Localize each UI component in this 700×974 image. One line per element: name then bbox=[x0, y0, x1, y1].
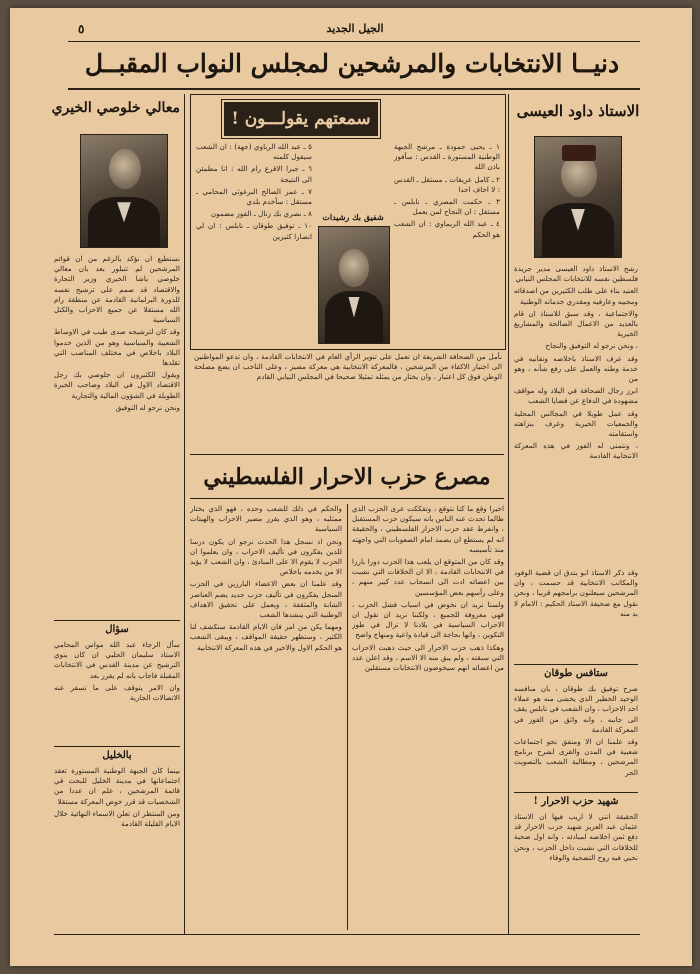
article-column-right: اخيرا وقع ما كنا نتوقع ، وتفككت عرى الحزب الذي طالما تحدث عنه الناس بانه سيكون حزب المستقبل ، وانفرط عقد حزب الاحرار الفلسطيني ، والحقيقة انه لم يستطع ان يصمد امام الصعوبات التي واجهته منذ تأسيسه وقد كان من المتوقع ان يلعب هذا الحزب دورا بارزا في الانتخابات القادمة ، الا ان الخلافات التي نشبت بين اعضائه ادت الى انسحاب عدد كبير منهم ، وعلى رأسهم بعض المؤسسين ولسنا نريد ان نخوض في اسباب فشل الحزب ، فهي معروفة للجميع ، ولكننا نريد ان نقول ان الاحزاب السياسية في بلادنا لا تزال في طور التكوين ، وانها بحاجة الى قيادة واعية ومنهاج واضح وهكذا ذهب حزب الاحرار الى حيث ذهبت الاحزاب التي سبقته ، ولم يبق منه الا الاسم ، وقد اعلن عدد من اعضائه انهم سيخوضون الانتخابات مستقلين bbox=[352, 504, 504, 673]
shafiq-caption: شفيق بك رشيدات bbox=[322, 212, 384, 222]
quotes-banner: سمعتهم يقولـــون ! bbox=[224, 102, 378, 136]
right-section-text: صرح توفيق بك طوقان ، بان منافسه الوحيد الخطير الذي يخشى منه هو عملاء احد الاحزاب ، وان الشعب في نابلس يقف الى جانبه ، وانه واثق من الفوز في المعركة القادمة وقد علمنا ان الا ومنفق نحو اجتماعات شعبية في المدن والقرى لشرح برنامج المرشحين ، ومطالبة الشعب بالتصويت الحر bbox=[514, 684, 638, 777]
paper-name: الجيل الجديد bbox=[326, 22, 384, 35]
right-box-title: شهيد حزب الاحرار ! bbox=[533, 796, 619, 807]
khulousi-alkhairi-photo bbox=[80, 134, 168, 248]
article-column-divider bbox=[347, 504, 348, 930]
article-headline-rule bbox=[190, 498, 504, 499]
quotes-list-left: ٥ ـ عبد الله الرباوي (جهة) : ان الشعب سيقول كلمته ٦ ـ جبرا الاقرع رام الله : انا مطمئن الى النتيجة ٧ ـ عمر الصالح البرغوثي المحامي ـ مستقل : سأخدم بلدي ٨ ـ نصري بك زنال ـ الفوز مضمون ١٠ ـ توفيق طوقان ـ نابلس : ان لي انصارا كثيرين bbox=[196, 142, 312, 241]
left-profile-name: معالي خلوصي الخيري bbox=[51, 100, 180, 116]
main-headline: دنيــا الانتخابات والمرشحين لمجلس النواب المقبــل bbox=[84, 49, 620, 78]
masthead-rule bbox=[68, 41, 640, 42]
right-lower-text: وقد ذكر الاستاذ ابو بندق ان قضية الوفود والمكاتب الانتخابية قد حسمت ، وان المرشحين سيعلنون برامجهم قريبا ، ونحن نقول مع صحيفة الاستاذ الحكيم : الامام لا بد منه bbox=[514, 568, 638, 618]
right-profile-name: الاستاذ داود العيسى bbox=[516, 102, 640, 120]
question-title: سؤال bbox=[105, 624, 129, 635]
headline-rule bbox=[68, 88, 640, 90]
page-number: ٥ bbox=[78, 22, 85, 36]
right-section-rule bbox=[514, 664, 638, 665]
page-bottom-rule bbox=[54, 934, 640, 935]
quotes-note: نأمل من الصحافة الشريفة ان تعمل على تنوير الرأي العام في الانتخابات القادمة ، وان تدعو المواطنين الى اختيار الاكفاء من المرشحين ، فالمعركة الانتخابية هي معركة مصير ، وعلى الناخب ان يضع مصلحة الوطن فوق كل اعتبار ، وان يختار من يمثله تمثيلا صحيحا في المجلس النيابي القادم bbox=[194, 352, 502, 382]
shafiq-rashidat-photo bbox=[318, 226, 390, 344]
daoud-aleissa-photo bbox=[534, 136, 622, 258]
right-profile-text: رشح الاستاذ داود العيسى مدير جريدة فلسطين نفسه للانتخابات المجلس النيابي العتيد بناء على طلب الكثيرين من اصدقائه ومحبيه وعارفيه ومقدري خدماته الوطنية والاجتماعية ، وقد سبق للاستاذ ان قام بالعديد من الاعمال الصالحة والمشاريع الخيرية ، ونحن نرجو له التوفيق والنجاح وقد عرف الاستاذ باخلاصه وتفانيه في خدمة وطنه والعمل على رفع شأنه ، وهو من ابرز رجال الصحافة في البلاد وله مواقف مشهودة في الدفاع عن قضايا الشعب وقد عمل طويلا في المجالس المحلية والجمعيات الخيرية وعرف بنزاهته واستقامته ، ونتمنى له الفوز في هذه المعركة الانتخابية القادمة bbox=[514, 264, 638, 461]
right-column-divider bbox=[508, 94, 509, 934]
question-text: سأل الرجاء عبد الله مواس المحامي الاستاذ سليمان الحلبي ان كان ينوي الترشيح عن مدينة القدس في الانتخابات المقبلة فاجاب بانه لم يقرر بعد وان الامر يتوقف على ما تسفر عنه الاتصالات الجارية bbox=[54, 640, 180, 703]
candidates-title: بالخليل bbox=[102, 750, 132, 761]
right-section-title: ستافس طوقان bbox=[544, 668, 608, 679]
left-column-divider bbox=[184, 94, 185, 934]
left-question-rule bbox=[54, 620, 180, 621]
right-box-text: الحقيقة انني لا اريب فيها ان الاستاذ عثمان عبد العزيز شهيد حزب الاحرار قد دفع ثمن اخلاصه لمبادئه ، وانه اول ضحية للخلافات التي نشبت داخل الحزب ، ونحن نحيي فيه روح التضحية والوفاء bbox=[514, 812, 638, 862]
article-top-rule bbox=[190, 454, 504, 455]
article-headline: مصرع حزب الاحرار الفلسطيني bbox=[203, 464, 491, 490]
newspaper-page bbox=[10, 8, 692, 966]
right-box-rule bbox=[514, 792, 638, 793]
quotes-list-right: ١ ـ يحيى حمودة ـ مرشح الجبهة الوطنية المستورة ـ القدس : سأفوز باذن الله ٢ ـ كامل عريقات ـ مستقل ـ القدس : لا اخاف احدا ٣ ـ حكمت المصري ـ نابلس ـ مستقل : ان النجاح لمن يعمل ٤ ـ عبد الله الريماوي : ان الشعب هو الحكم bbox=[394, 142, 500, 239]
candidates-text: بينما كان الجبهة الوطنية المستورة تعقد اجتماعاتها في مدينة الخليل للبحث في قائمة المرشحين ، علم ان عددا من الشخصيات قد قرر خوض المعركة مستقلا ومن المنتظر ان تعلن الاسماء النهائية خلال الايام القليلة القادمة bbox=[54, 766, 180, 829]
article-column-left: والحكم في ذلك للشعب وحده ، فهو الذي يختار ممثليه ، وهو الذي يقرر مصير الاحزاب والهيئات السياسية ونحن اذ نسجل هذا الحدث نرجو ان يكون درسا للذين يفكرون في تأليف الاحزاب ، وان يعلموا ان الحزب لا يقوم الا على المبادئ ، وان الشعب لا يؤيد الا من يخدمه باخلاص وقد علمنا ان بعض الاعضاء البارزين في الحزب المنحل يفكرون في تأليف حزب جديد يضم العناصر الشابة والمثقفة ، ويعمل على تحقيق الاهداف الوطنية التي ينشدها الشعب ومهما يكن من امر فان الايام القادمة ستكشف لنا الكثير ، وستظهر حقيقة المواقف ، ويبقى الشعب هو الحكم الاول والاخير في هذه المعركة الانتخابية bbox=[190, 504, 342, 652]
left-candidates-rule bbox=[54, 746, 180, 747]
left-profile-text: نستطيع ان نؤكد بالرغم من ان قوائم المرشحين لم تتبلور بعد بان معالي خلوصي باشا الخيري وزير التجارة والاقتصاد قد صمم على ترشيح نفسه للدورة البرلمانية القادمة عن منطقة رام الله مستقلا عن جميع الاحزاب والكتل السياسية وقد كان لترشيحه صدى طيب في الاوساط الشعبية والسياسية وهو من الذين خدموا البلاد باخلاص في مختلف المناصب التي تقلدها ويقول الكثيرون ان خلوصي بك رجل الاقتصاد الاول في البلاد وصاحب الخبرة الطويلة في الشؤون المالية والتجارية ونحن نرجو له التوفيق bbox=[54, 254, 180, 412]
